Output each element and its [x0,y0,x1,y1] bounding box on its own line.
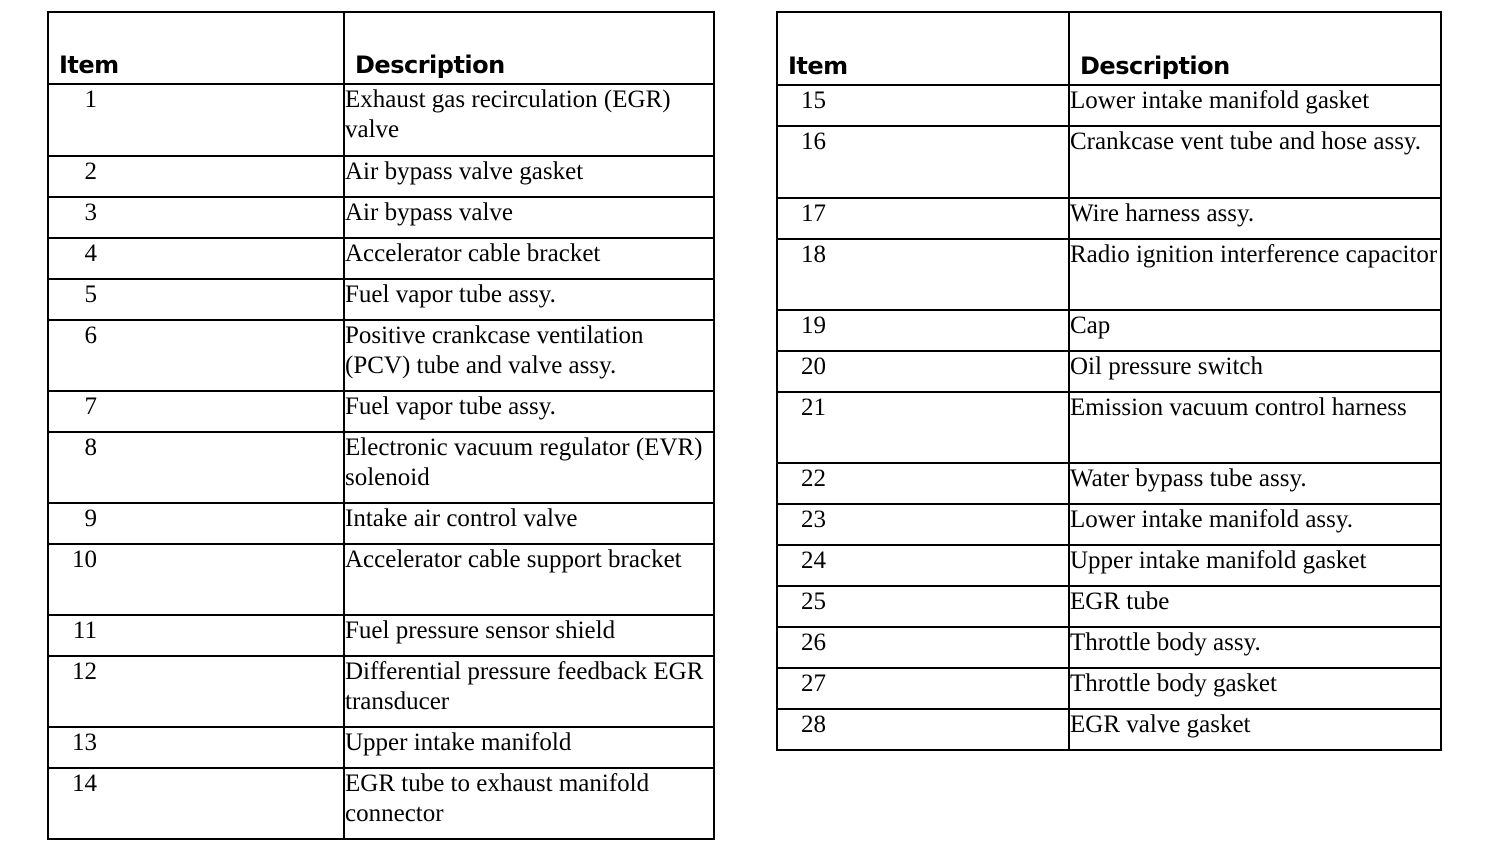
item-number: 3 [84,199,97,226]
table-row [48,544,714,615]
table-row [777,126,1441,198]
parts-table-left [47,11,715,840]
item-description: Differential pressure feedback EGR transducer [344,656,714,727]
item-number-cell [777,504,1069,545]
item-description: EGR tube [1069,586,1441,627]
item-number: 23 [801,506,826,533]
item-number: 5 [84,281,97,308]
item-number: 16 [801,128,826,155]
item-description: Emission vacuum control harness [1069,392,1441,463]
table-header-row [777,12,1441,85]
item-description: Crankcase vent tube and hose assy. [1069,126,1441,198]
table-header-row [48,12,714,84]
item-number-cell [777,668,1069,709]
item-number: 2 [84,158,97,185]
item-column-header: Item [48,12,344,84]
item-number-cell [48,768,344,839]
item-number-cell [777,627,1069,668]
item-column-header: Item [777,12,1069,85]
table-row [777,392,1441,463]
item-number: 22 [801,465,826,492]
table-row [48,238,714,279]
item-description: Upper intake manifold [344,727,714,768]
item-number-cell [48,727,344,768]
item-description: EGR tube to exhaust manifold connector [344,768,714,839]
item-number-cell [48,503,344,544]
item-description: Fuel vapor tube assy. [344,279,714,320]
item-number-cell [48,156,344,197]
table-row [48,391,714,432]
item-description: Throttle body assy. [1069,627,1441,668]
item-description: EGR valve gasket [1069,709,1441,750]
item-description: Radio ignition interference capacitor [1069,239,1441,310]
description-column-header: Description [344,12,714,84]
item-number: 6 [84,322,97,349]
item-description: Fuel vapor tube assy. [344,391,714,432]
item-number: 15 [801,87,826,114]
parts-table-right [776,11,1442,751]
item-number: 24 [801,547,826,574]
item-number-cell [48,320,344,391]
item-number-cell [777,392,1069,463]
table-row [777,310,1441,351]
item-number: 12 [72,658,97,685]
item-number-cell [777,463,1069,504]
item-number: 19 [801,312,826,339]
item-description: Air bypass valve gasket [344,156,714,197]
item-number-cell [48,238,344,279]
item-description: Positive crankcase ventilation (PCV) tube and valve assy. [344,320,714,391]
item-number: 4 [84,240,97,267]
table-row [48,279,714,320]
item-number-cell [777,545,1069,586]
item-number-cell [777,351,1069,392]
item-description: Exhaust gas recirculation (EGR) valve [344,84,714,156]
item-number-cell [48,391,344,432]
item-number: 10 [72,546,97,573]
item-number-cell [48,544,344,615]
table-row [777,85,1441,126]
table-row [777,351,1441,392]
item-number-cell [48,84,344,156]
description-column-header: Description [1069,12,1441,85]
table-row [48,503,714,544]
item-description: Oil pressure switch [1069,351,1441,392]
item-description: Lower intake manifold assy. [1069,504,1441,545]
item-description: Water bypass tube assy. [1069,463,1441,504]
table-row [48,432,714,503]
table-row [777,463,1441,504]
table-row [48,656,714,727]
item-description: Air bypass valve [344,197,714,238]
item-number-cell [777,85,1069,126]
item-number-cell [48,432,344,503]
item-number-cell [48,197,344,238]
table-row [777,504,1441,545]
item-number-cell [48,279,344,320]
table-row [777,668,1441,709]
item-description: Wire harness assy. [1069,198,1441,239]
item-number: 8 [84,434,97,461]
item-number-cell [48,615,344,656]
item-number-cell [777,586,1069,627]
item-number: 9 [84,505,97,532]
table-row [777,627,1441,668]
item-number: 25 [801,588,826,615]
table-row [777,198,1441,239]
item-description: Throttle body gasket [1069,668,1441,709]
table-row [48,727,714,768]
item-number: 7 [84,393,97,420]
table-row [48,320,714,391]
item-number: 28 [801,711,826,738]
item-number-cell [48,656,344,727]
item-number: 20 [801,353,826,380]
item-description: Electronic vacuum regulator (EVR) solenoid [344,432,714,503]
item-description: Upper intake manifold gasket [1069,545,1441,586]
item-description: Accelerator cable bracket [344,238,714,279]
table-row [777,709,1441,750]
item-number: 1 [84,86,97,113]
item-number: 11 [72,617,97,644]
item-number-cell [777,310,1069,351]
item-number: 13 [72,729,97,756]
item-number: 26 [801,629,826,656]
table-row [777,239,1441,310]
table-row [777,586,1441,627]
table-row [48,768,714,839]
table-row [48,197,714,238]
item-number: 14 [72,770,97,797]
item-number: 27 [801,670,826,697]
item-number: 21 [801,394,826,421]
item-number-cell [777,198,1069,239]
item-number: 18 [801,241,826,268]
item-description: Lower intake manifold gasket [1069,85,1441,126]
item-number: 17 [801,200,826,227]
item-description: Fuel pressure sensor shield [344,615,714,656]
item-description: Intake air control valve [344,503,714,544]
item-description: Cap [1069,310,1441,351]
table-row [48,156,714,197]
item-number-cell [777,709,1069,750]
item-number-cell [777,126,1069,198]
table-row [777,545,1441,586]
table-row [48,84,714,156]
item-description: Accelerator cable support bracket [344,544,714,615]
table-row [48,615,714,656]
item-number-cell [777,239,1069,310]
